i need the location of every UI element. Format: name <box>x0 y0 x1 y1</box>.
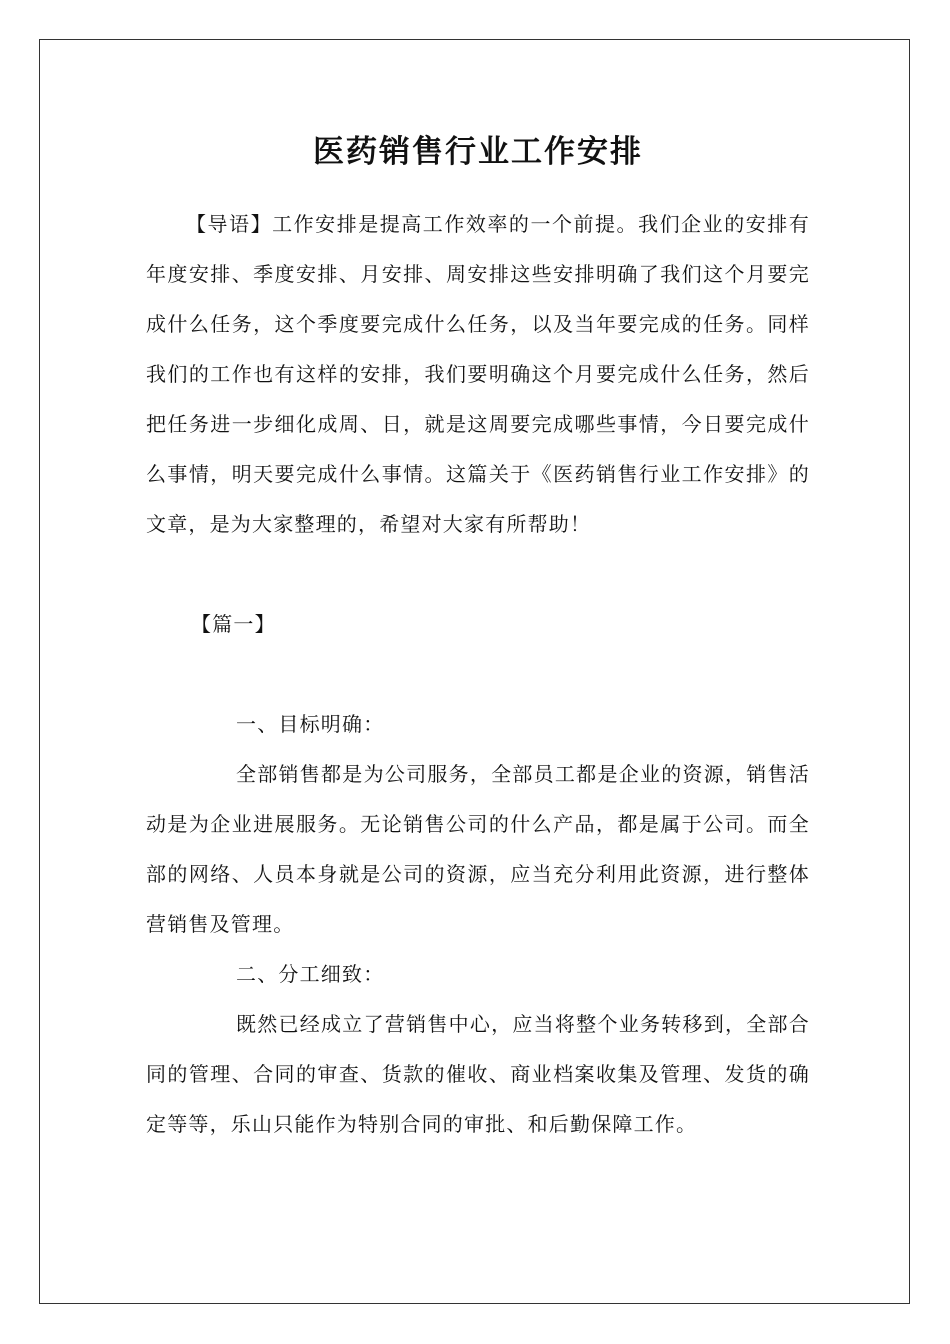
section-body-1: 全部销售都是为公司服务，全部员工都是企业的资源，销售活动是为企业进展服务。无论销售公司的什么产品，都是属于公司。而全部的网络、人员本身就是公司的资源，应当充分利用此资源，进行整体营销售及管理。 <box>146 762 810 936</box>
chapter-label: 【篇一】 <box>191 612 276 636</box>
section-heading-1: 一、目标明确： <box>236 712 385 736</box>
intro-paragraph: 【导语】工作安排是提高工作效率的一个前提。我们企业的安排有年度安排、季度安排、月安排、周安排这些安排明确了我们这个月要完成什么任务，这个季度要完成什么任务，以及当年要完成的任务。同样我们的工作也有这样的安排，我们要明确这个月要完成什么任务，然后把任务进一步细化成周、日，就是这周要完成哪些事情，今日要完成什么事情，明天要完成什么事情。这篇关于《医药销售行业工作安排》的文章，是为大家整理的，希望对大家有所帮助！ <box>146 212 810 536</box>
section-heading-2: 二、分工细致： <box>236 962 385 986</box>
section-body-2: 既然已经成立了营销售中心，应当将整个业务转移到，全部合同的管理、合同的审查、货款的催收、商业档案收集及管理、发货的确定等等，乐山只能作为特别合同的审批、和后勤保障工作。 <box>146 1012 810 1136</box>
document-title: 医药销售行业工作安排 <box>313 134 643 170</box>
